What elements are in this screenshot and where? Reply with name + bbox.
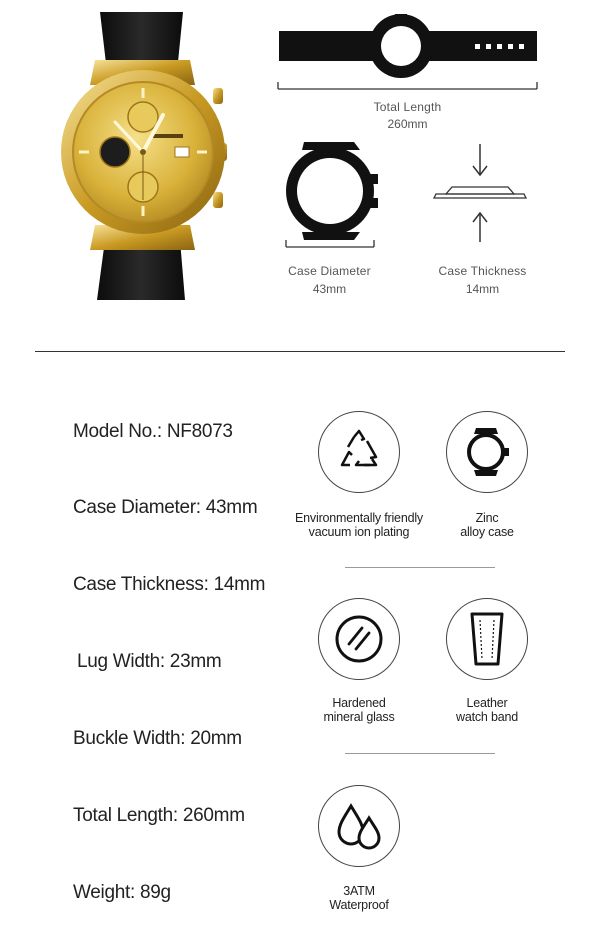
total-length-diagram: [275, 14, 540, 96]
section-divider: [35, 351, 565, 352]
mineral-glass-icon: [318, 598, 400, 680]
total-length-value: 260mm: [387, 117, 428, 131]
water-drops-icon: [318, 785, 400, 867]
watch-product-photo: [55, 10, 240, 302]
case-diameter-diagram: [282, 136, 380, 252]
spec-buckle-width: Buckle Width: 20mm: [73, 728, 242, 749]
spec-weight: Weight: 89g: [73, 882, 171, 903]
feature-divider: [345, 567, 495, 568]
feature-label-waterproof: 3ATM Waterproof: [329, 884, 389, 912]
case-diameter-value: 43mm: [312, 282, 347, 296]
case-diameter-label: Case Diameter: [288, 264, 371, 278]
spec-case-diameter: Case Diameter: 43mm: [73, 497, 258, 518]
feature-label-glass: Hardened mineral glass: [323, 696, 395, 724]
case-thickness-value: 14mm: [465, 282, 500, 296]
spec-model-number: Model No.: NF8073: [73, 421, 233, 442]
spec-total-length: Total Length: 260mm: [73, 805, 245, 826]
total-length-label: Total Length: [373, 100, 442, 114]
recycle-icon: [318, 411, 400, 493]
feature-label-band: Leather watch band: [456, 696, 518, 724]
leather-band-icon: [446, 598, 528, 680]
feature-label-case: Zinc alloy case: [460, 511, 514, 539]
feature-label-plating: Environmentally friendly vacuum ion plating: [295, 511, 423, 539]
case-thickness-label: Case Thickness: [438, 264, 527, 278]
case-thickness-diagram: [430, 142, 530, 246]
spec-lug-width: Lug Width: 23mm: [77, 651, 222, 672]
watch-case-icon: [446, 411, 528, 493]
spec-case-thickness: Case Thickness: 14mm: [73, 574, 266, 595]
feature-divider-2: [345, 753, 495, 754]
